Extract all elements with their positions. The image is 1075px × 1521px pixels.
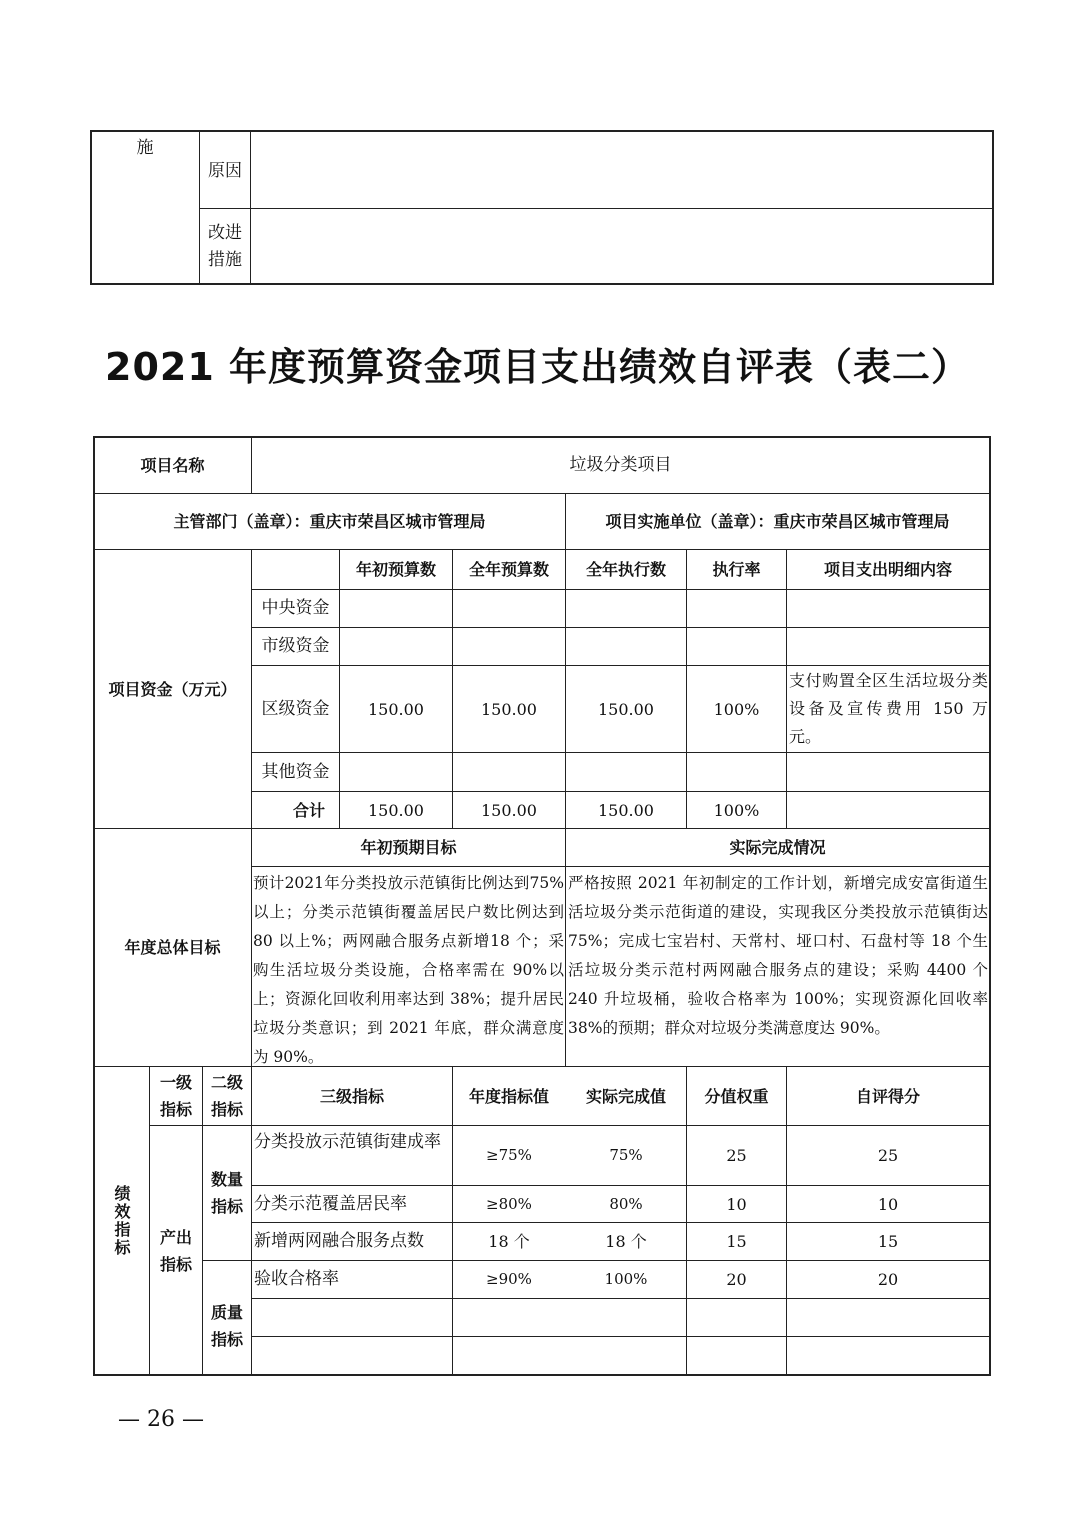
indicator-actual-3: 18 个 — [605, 1232, 647, 1251]
funds-header-detail: 项目支出明细内容 — [823, 560, 952, 579]
target-header: 年度指标值 — [468, 1086, 549, 1106]
score-header: 自评得分 — [855, 1086, 920, 1106]
actual-result-text: 严格按照 2021 年初制定的工作计划，新增完成安富街道生活垃圾分类示范街道的建设，实现我区分类投放示范镇街达 75%；完成七宝岩村、天常村、垭口村、石盘村等 18 个生活垃圾分类示范村两网融合服务点的建设；采购 4400 个 240 升垃圾桶，验收合格率为 100%；实现资源化回收率 38%的预期；群众对垃圾分类满意度达 90%。 — [568, 874, 988, 1037]
level3-header: 三级指标 — [319, 1086, 384, 1106]
quantity-indicator-label: 数量 指标 — [210, 1170, 243, 1216]
page-title: 2021 年度预算资金项目支出绩效自评表（表二） — [105, 345, 970, 389]
fund-row-other: 其他资金 — [261, 761, 330, 782]
fund-row-district: 区级资金 — [261, 698, 330, 719]
actual-result-header: 实际完成情况 — [729, 838, 826, 857]
quality-indicator-label: 质量 指标 — [210, 1303, 243, 1349]
indicator-score-3: 15 — [877, 1232, 899, 1251]
funds-header-annual-budget: 全年预算数 — [468, 560, 549, 579]
indicator-target-2: ≥80% — [486, 1194, 532, 1213]
indicator-name-4: 验收合格率 — [254, 1269, 339, 1289]
level1-header: 一级 指标 — [159, 1073, 192, 1119]
funds-header-rate: 执行率 — [712, 560, 761, 579]
indicator-weight-3: 15 — [726, 1232, 747, 1251]
indicator-weight-1: 25 — [726, 1146, 747, 1165]
weight-header: 分值权重 — [704, 1086, 769, 1106]
annual-goal-label: 年度总体目标 — [124, 938, 221, 957]
indicator-score-4: 20 — [877, 1270, 899, 1289]
indicator-target-4: ≥90% — [486, 1270, 532, 1288]
fund-district-executed: 150.00 — [598, 699, 654, 719]
indicator-target-1: ≥75% — [486, 1146, 532, 1164]
indicator-weight-2: 10 — [726, 1194, 747, 1214]
indicator-name-1: 分类投放示范镇街建成率 — [254, 1132, 441, 1152]
fund-row-total: 合计 — [292, 800, 325, 820]
supervising-dept: 主管部门（盖章）：重庆市荣昌区城市管理局 — [173, 512, 486, 531]
page-number: — 26 — — [118, 1407, 204, 1432]
indicator-actual-2: 80% — [609, 1194, 643, 1213]
indicator-name-2: 分类示范覆盖居民率 — [254, 1193, 407, 1214]
funds-header-initial-budget: 年初预算数 — [355, 560, 436, 579]
performance-indicators-label: 绩效指标 — [112, 1185, 131, 1257]
actual-header: 实际完成值 — [585, 1086, 666, 1106]
expected-goal-header: 年初预期目标 — [360, 838, 457, 857]
improve-label: 改进 措施 — [208, 223, 242, 270]
fund-total-annual: 150.00 — [481, 800, 537, 820]
indicator-name-3: 新增两网融合服务点数 — [254, 1231, 424, 1251]
expected-goal-text: 预计2021年分类投放示范镇街比例达到75%以上；分类示范镇街覆盖居民户数比例达到 80 以上%；两网融合服务点新增18 个；采购生活垃圾分类设施，合格率需在 90%以上；资源化回收利用率达到 38%；提升居民垃圾分类意识；到 2021 年底，群众满意度为 90%。 — [253, 874, 564, 1066]
fund-district-annual: 150.00 — [481, 699, 537, 719]
output-indicator-label: 产出 指标 — [159, 1227, 192, 1274]
fund-total-initial: 150.00 — [368, 800, 424, 820]
indicator-actual-4: 100% — [604, 1270, 648, 1288]
level2-header: 二级 指标 — [210, 1073, 243, 1119]
implementing-unit: 项目实施单位（盖章）：重庆市荣昌区城市管理局 — [605, 512, 950, 531]
indicator-actual-1: 75% — [609, 1146, 643, 1164]
funds-header-executed: 全年执行数 — [585, 560, 666, 579]
fund-district-initial: 150.00 — [368, 699, 424, 719]
fund-row-central: 中央资金 — [261, 598, 330, 618]
indicator-weight-4: 20 — [726, 1270, 747, 1289]
fund-total-executed: 150.00 — [598, 800, 654, 820]
fund-total-rate: 100% — [713, 800, 760, 820]
fund-district-rate: 100% — [713, 699, 760, 719]
fund-row-city: 市级资金 — [261, 636, 330, 656]
indicator-score-2: 10 — [877, 1194, 899, 1214]
indicator-score-1: 25 — [877, 1146, 899, 1165]
project-name-label: 项目名称 — [140, 455, 205, 475]
funds-label: 项目资金（万元） — [108, 679, 237, 699]
fund-district-detail: 支付购置全区生活垃圾分类设备及宣传费用 150 万元。 — [789, 671, 988, 746]
indicator-target-3: 18 个 — [488, 1232, 530, 1251]
top-col-label: 施 — [136, 137, 154, 158]
reason-label: 原因 — [208, 160, 242, 181]
project-name-value: 垃圾分类项目 — [569, 454, 672, 475]
